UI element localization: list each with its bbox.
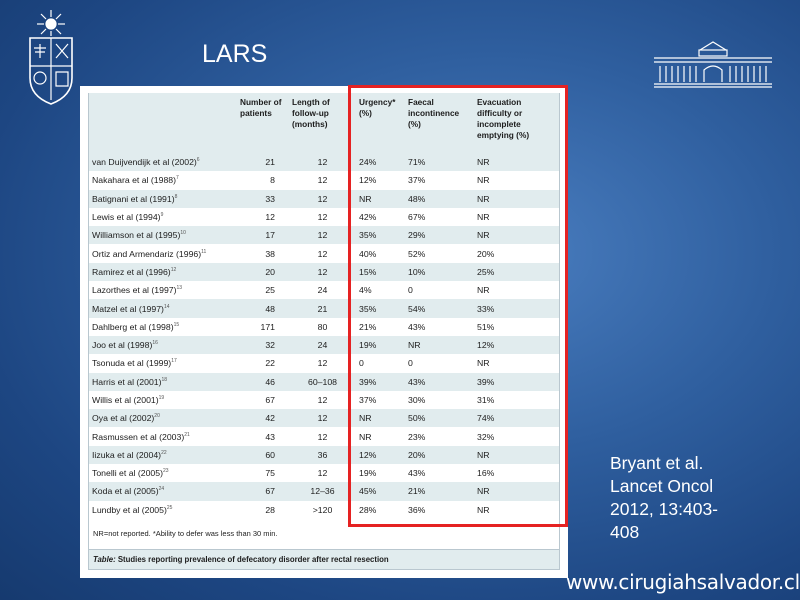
reference-number: 25 <box>166 504 173 511</box>
cell-evacuation: 12% <box>474 336 559 354</box>
cell-study <box>89 153 237 171</box>
cell-evacuation: 39% <box>474 373 559 391</box>
university-crest-logo <box>20 8 82 113</box>
cell-patients: 171 <box>237 318 289 336</box>
cell-followup: 12 <box>289 354 356 372</box>
table-row <box>89 281 559 299</box>
cell-faecal: 0 <box>405 354 474 372</box>
cell-followup: 36 <box>289 446 356 464</box>
cell-evacuation: NR <box>474 153 559 171</box>
cell-urgency: 15% <box>356 263 405 281</box>
cell-followup: 12 <box>289 226 356 244</box>
cell-evacuation: NR <box>474 501 559 519</box>
cell-urgency: 24% <box>356 153 405 171</box>
cell-patients: 28 <box>237 501 289 519</box>
study-name: Tonelli et al (2005) <box>92 468 163 479</box>
reference-number: 24 <box>158 486 165 493</box>
reference-number: 7 <box>176 175 179 182</box>
caption-text: Studies reporting prevalence of defecatory disorder after rectal resection <box>117 554 389 564</box>
cell-study <box>89 226 237 244</box>
cell-evacuation: 33% <box>474 299 559 317</box>
cell-evacuation: NR <box>474 226 559 244</box>
cell-faecal: 43% <box>405 373 474 391</box>
table-row <box>89 501 559 519</box>
table-row <box>89 208 559 226</box>
table-row <box>89 336 559 354</box>
cell-study <box>89 373 237 391</box>
header-evacuation-difficulty: Evacuation difficulty or incomplete emptying (%) <box>474 93 559 153</box>
study-name: Joo et al (1998) <box>92 340 153 351</box>
cell-followup: 12 <box>289 153 356 171</box>
cell-urgency: 35% <box>356 226 405 244</box>
study-name: Rasmussen et al (2003) <box>92 431 185 442</box>
cell-followup: 12 <box>289 464 356 482</box>
website-url: www.cirugiahsalvador.cl <box>566 570 800 594</box>
cell-patients: 33 <box>237 190 289 208</box>
cell-study <box>89 190 237 208</box>
cell-patients: 42 <box>237 409 289 427</box>
reference-number: 17 <box>171 358 177 365</box>
reference-number: 16 <box>152 340 158 347</box>
study-name: Lewis et al (1994) <box>92 212 161 223</box>
cell-evacuation: NR <box>474 281 559 299</box>
cell-urgency: 0 <box>356 354 405 372</box>
cell-urgency: 12% <box>356 446 405 464</box>
cell-patients: 46 <box>237 373 289 391</box>
reference-number: 14 <box>163 303 170 310</box>
table-row <box>89 190 559 208</box>
cell-patients: 32 <box>237 336 289 354</box>
study-name: Williamson et al (1995) <box>92 230 181 241</box>
cell-patients: 17 <box>237 226 289 244</box>
study-name: Koda et al (2005) <box>92 486 159 497</box>
citation-line: 408 <box>610 522 640 542</box>
cell-patients: 38 <box>237 244 289 262</box>
cell-evacuation: NR <box>474 208 559 226</box>
cell-evacuation: NR <box>474 190 559 208</box>
cell-faecal: 48% <box>405 190 474 208</box>
cell-urgency: 19% <box>356 464 405 482</box>
study-name: Dahlberg et al (1998) <box>92 321 174 332</box>
table-row <box>89 171 559 189</box>
study-name: Harris et al (2001) <box>92 376 162 387</box>
study-name: Lundby et al (2005) <box>92 504 167 515</box>
cell-urgency: NR <box>356 427 405 445</box>
table-row <box>89 226 559 244</box>
cell-faecal: 67% <box>405 208 474 226</box>
cell-urgency: 40% <box>356 244 405 262</box>
reference-number: 23 <box>163 468 169 475</box>
cell-patients: 43 <box>237 427 289 445</box>
cell-urgency: 19% <box>356 336 405 354</box>
cell-patients: 60 <box>237 446 289 464</box>
table-row <box>89 318 559 336</box>
cell-patients: 25 <box>237 281 289 299</box>
reference-number: 22 <box>161 450 167 456</box>
cell-evacuation: NR <box>474 446 559 464</box>
header-study <box>89 93 237 153</box>
studies-table-card <box>80 86 568 578</box>
cell-study <box>89 171 237 189</box>
cell-followup: 24 <box>289 281 356 299</box>
cell-faecal: 23% <box>405 427 474 445</box>
table-row <box>89 427 559 445</box>
cell-urgency: 12% <box>356 171 405 189</box>
cell-evacuation: 51% <box>474 318 559 336</box>
cell-followup: 12 <box>289 263 356 281</box>
cell-urgency: 28% <box>356 501 405 519</box>
reference-number: 20 <box>154 413 160 420</box>
table-header-row <box>89 93 559 153</box>
reference-number: 10 <box>180 230 186 237</box>
table-row <box>89 373 559 391</box>
cell-faecal: 52% <box>405 244 474 262</box>
table-row <box>89 299 559 317</box>
cell-faecal: 43% <box>405 464 474 482</box>
reference-number: 6 <box>196 157 200 164</box>
cell-study <box>89 281 237 299</box>
cell-study <box>89 427 237 445</box>
reference-number: 12 <box>170 267 177 274</box>
reference-number: 18 <box>161 376 168 383</box>
cell-followup: 80 <box>289 318 356 336</box>
cell-evacuation: 20% <box>474 244 559 262</box>
cell-faecal: 0 <box>405 281 474 299</box>
cell-study <box>89 318 237 336</box>
cell-followup: 12 <box>289 190 356 208</box>
cell-urgency: 35% <box>356 299 405 317</box>
study-name: Ramirez et al (1996) <box>92 266 171 277</box>
cell-evacuation: 31% <box>474 391 559 409</box>
reference-number: 9 <box>160 212 164 219</box>
cell-study <box>89 446 237 464</box>
cell-evacuation: 25% <box>474 263 559 281</box>
cell-faecal: 36% <box>405 501 474 519</box>
citation <box>610 452 770 544</box>
table-caption <box>89 550 559 570</box>
cell-evacuation: NR <box>474 171 559 189</box>
cell-evacuation: 74% <box>474 409 559 427</box>
cell-followup: 21 <box>289 299 356 317</box>
cell-patients: 22 <box>237 354 289 372</box>
cell-followup: 12 <box>289 208 356 226</box>
table-row <box>89 482 559 500</box>
cell-urgency: 45% <box>356 482 405 500</box>
cell-patients: 21 <box>237 153 289 171</box>
study-name: Nakahara et al (1988) <box>92 175 177 186</box>
reference-number: 8 <box>174 193 178 200</box>
cell-faecal: 54% <box>405 299 474 317</box>
cell-patients: 75 <box>237 464 289 482</box>
reference-number: 11 <box>201 248 207 255</box>
cell-faecal: 10% <box>405 263 474 281</box>
header-urgency: Urgency* (%) <box>356 93 405 153</box>
cell-study <box>89 482 237 500</box>
table-row <box>89 153 559 171</box>
cell-urgency: 39% <box>356 373 405 391</box>
study-name: Batignani et al (1991) <box>92 193 175 204</box>
defecatory-disorder-table <box>89 93 559 519</box>
cell-faecal: NR <box>405 336 474 354</box>
cell-faecal: 71% <box>405 153 474 171</box>
study-name: Iizuka et al (2004) <box>92 449 162 460</box>
study-name: van Duijvendijk et al (2002) <box>92 157 197 168</box>
table-row <box>89 464 559 482</box>
cell-urgency: 37% <box>356 391 405 409</box>
cell-faecal: 37% <box>405 171 474 189</box>
cell-patients: 8 <box>237 171 289 189</box>
cell-patients: 48 <box>237 299 289 317</box>
cell-followup: 60–108 <box>289 373 356 391</box>
cell-followup: 12 <box>289 427 356 445</box>
cell-followup: 12 <box>289 409 356 427</box>
table-footnote: NR=not reported. *Ability to defer was less than 30 min. <box>89 519 559 550</box>
table-row <box>89 446 559 464</box>
table-row <box>89 391 559 409</box>
cell-study <box>89 354 237 372</box>
cell-followup: 12 <box>289 244 356 262</box>
cell-followup: 12 <box>289 171 356 189</box>
cell-study <box>89 391 237 409</box>
citation-line: Bryant et al. <box>610 453 704 473</box>
cell-evacuation: NR <box>474 354 559 372</box>
reference-number: 19 <box>158 395 165 402</box>
cell-urgency: 4% <box>356 281 405 299</box>
caption-label: Table: <box>93 554 116 564</box>
citation-line: Lancet Oncol <box>610 476 714 496</box>
cell-faecal: 20% <box>405 446 474 464</box>
header-followup: Length of follow-up (months) <box>289 93 356 153</box>
cell-faecal: 30% <box>405 391 474 409</box>
study-name: Ortiz and Armendariz (1996) <box>92 248 202 259</box>
cell-urgency: 42% <box>356 208 405 226</box>
slide-title: LARS <box>202 40 268 68</box>
cell-patients: 67 <box>237 482 289 500</box>
cell-patients: 12 <box>237 208 289 226</box>
cell-study <box>89 208 237 226</box>
study-name: Tsonuda et al (1999) <box>92 358 172 369</box>
cell-study <box>89 263 237 281</box>
study-name: Lazorthes et al (1997) <box>92 285 177 296</box>
cell-faecal: 50% <box>405 409 474 427</box>
cell-faecal: 21% <box>405 482 474 500</box>
cell-followup: 24 <box>289 336 356 354</box>
hospital-building-logo <box>652 40 774 93</box>
cell-study <box>89 336 237 354</box>
table-row <box>89 409 559 427</box>
table-row <box>89 244 559 262</box>
cell-study <box>89 464 237 482</box>
cell-urgency: NR <box>356 409 405 427</box>
study-name: Matzel et al (1997) <box>92 303 164 314</box>
cell-study <box>89 244 237 262</box>
cell-patients: 20 <box>237 263 289 281</box>
reference-number: 21 <box>184 431 190 438</box>
cell-study <box>89 299 237 317</box>
cell-study <box>89 409 237 427</box>
table-body <box>89 153 559 519</box>
table-frame <box>88 93 560 570</box>
cell-evacuation: 16% <box>474 464 559 482</box>
table-row <box>89 263 559 281</box>
cell-faecal: 29% <box>405 226 474 244</box>
header-patients: Number of patients <box>237 93 289 153</box>
reference-number: 15 <box>173 321 180 328</box>
study-name: Willis et al (2001) <box>92 395 159 405</box>
reference-number: 13 <box>176 285 183 292</box>
header-faecal-incontinence: Faecal incontinence (%) <box>405 93 474 153</box>
study-name: Oya et al (2002) <box>92 413 155 424</box>
cell-urgency: 21% <box>356 318 405 336</box>
cell-followup: >120 <box>289 501 356 519</box>
cell-faecal: 43% <box>405 318 474 336</box>
cell-followup: 12 <box>289 391 356 409</box>
cell-study <box>89 501 237 519</box>
cell-urgency: NR <box>356 190 405 208</box>
table-row <box>89 354 559 372</box>
cell-evacuation: 32% <box>474 427 559 445</box>
cell-evacuation: NR <box>474 482 559 500</box>
citation-line: 2012, 13:403- <box>610 499 719 519</box>
cell-patients: 67 <box>237 391 289 409</box>
cell-followup: 12–36 <box>289 482 356 500</box>
